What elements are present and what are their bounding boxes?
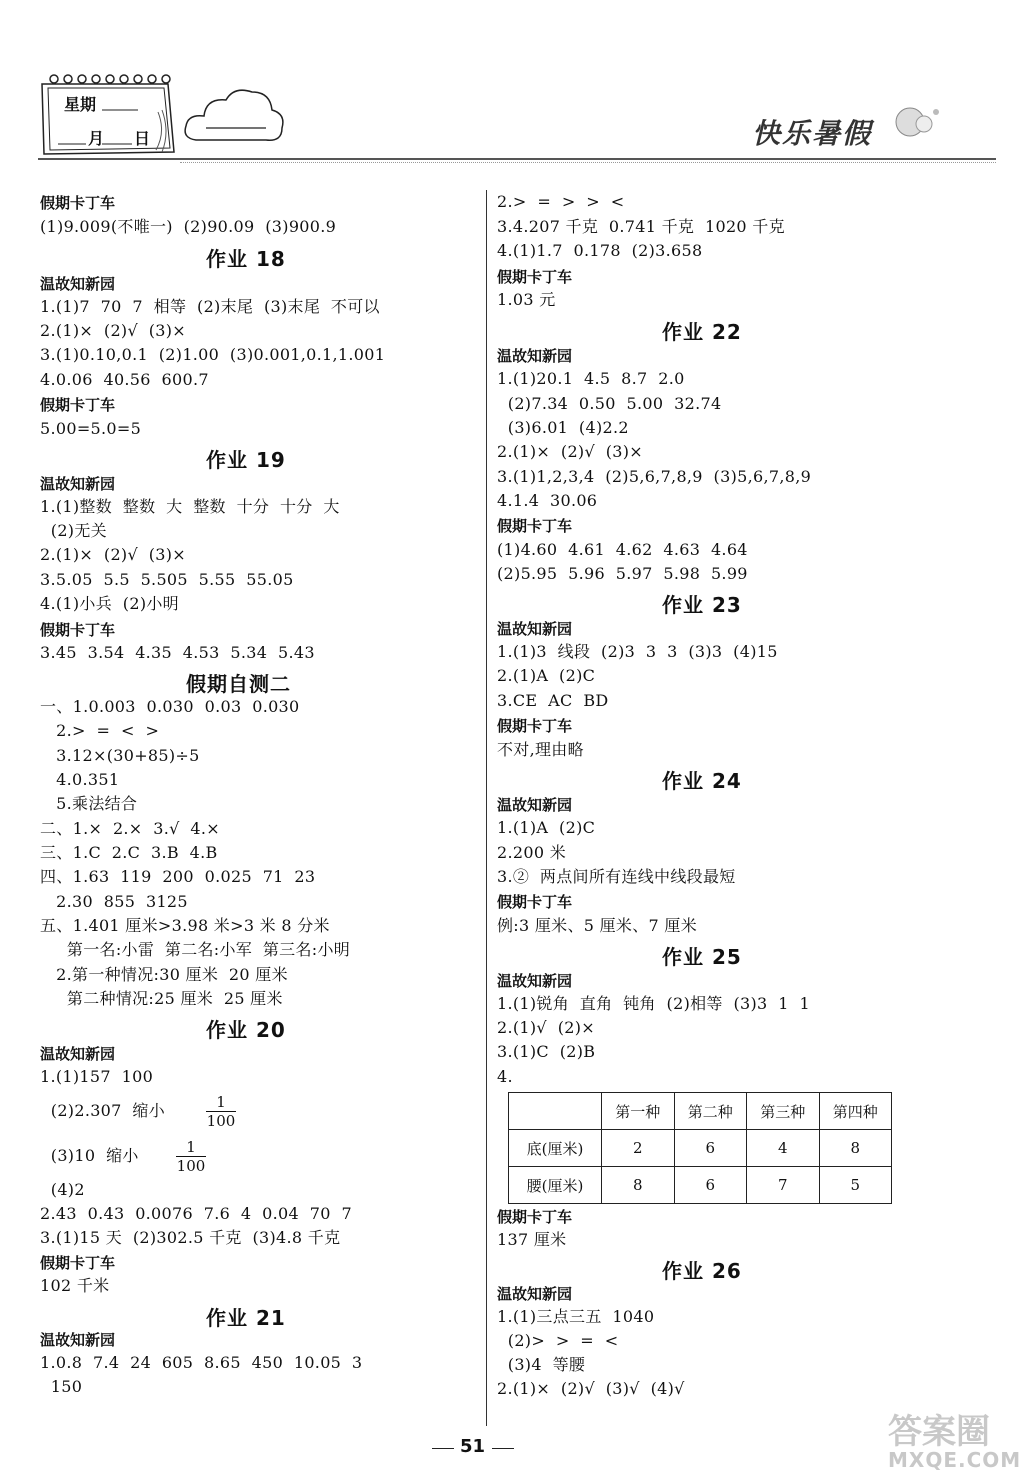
answer-line: 不对,理由略 xyxy=(497,740,584,759)
section-title: 温故知新园 xyxy=(497,1285,573,1303)
answer-line: (1)4.60 4.61 4.62 4.63 4.64 xyxy=(497,540,748,559)
answer-line: 2.200 米 xyxy=(497,843,566,862)
cloud-icon xyxy=(182,84,288,150)
answer-line: 第二种情况:25 厘米 25 厘米 xyxy=(40,989,283,1008)
answer-line: 3.12×(30+85)÷5 xyxy=(40,746,200,765)
homework-25-heading: 作业 25 xyxy=(662,945,742,969)
table-cell: 6 xyxy=(674,1167,747,1204)
section-title: 温故知新园 xyxy=(497,972,573,990)
calendar-icon xyxy=(38,72,178,160)
fraction-one-hundredth xyxy=(206,1093,236,1130)
fraction-one-hundredth xyxy=(176,1138,206,1175)
table-header-row xyxy=(509,1093,892,1130)
answer-line: 1.(1)157 100 xyxy=(40,1067,154,1086)
column-divider xyxy=(486,190,487,1426)
section-title: 温故知新园 xyxy=(40,1331,116,1349)
section-title: 温故知新园 xyxy=(40,1045,116,1063)
answer-table xyxy=(508,1092,892,1204)
answer-line: 3.45 3.54 4.35 4.53 5.34 5.43 xyxy=(40,643,315,662)
answer-line: 3.(1)C (2)B xyxy=(497,1042,596,1061)
answer-line: 4.1.4 30.06 xyxy=(497,491,598,510)
self-test-2-heading: 假期自测二 xyxy=(186,672,291,696)
answer-line: 3.CE AC BD xyxy=(497,691,609,710)
answer-line: 例:3 厘米、5 厘米、7 厘米 xyxy=(497,916,697,935)
page-number-dash-right xyxy=(492,1448,514,1449)
header-rule xyxy=(38,158,996,160)
table-cell: 4 xyxy=(747,1130,820,1167)
fraction-numerator: 1 xyxy=(216,1093,226,1111)
answer-line: (3)6.01 (4)2.2 xyxy=(497,418,629,437)
homework-20-heading: 作业 20 xyxy=(206,1018,286,1042)
answer-line: (3)4 等腰 xyxy=(497,1355,586,1374)
answer-line: 一、1.0.003 0.030 0.03 0.030 xyxy=(40,697,300,716)
table-corner-cell xyxy=(509,1093,602,1130)
answer-line: 150 xyxy=(40,1377,83,1396)
table-header-cell: 第三种 xyxy=(747,1093,820,1130)
week-label: 星期 xyxy=(64,95,97,114)
table-cell: 8 xyxy=(819,1130,892,1167)
answer-line: 4.(1)1.7 0.178 (2)3.658 xyxy=(497,241,703,260)
section-title: 假期卡丁车 xyxy=(40,194,116,212)
answer-line: 2.(1)× (2)√ (3)× xyxy=(40,321,187,340)
answer-line: 1.(1)三点三五 1040 xyxy=(497,1307,655,1326)
answer-line: (1)9.009(不唯一) (2)90.09 (3)900.9 xyxy=(40,217,337,236)
answer-line: 二、1.× 2.× 3.√ 4.× xyxy=(40,819,220,838)
section-title: 假期卡丁车 xyxy=(497,517,573,535)
table-row-label: 底(厘米) xyxy=(509,1130,602,1167)
answer-line: 3.② 两点间所有连线中线段最短 xyxy=(497,867,736,886)
homework-18-heading: 作业 18 xyxy=(206,247,286,271)
answer-line: 2.(1)× (2)√ (3)× xyxy=(497,442,644,461)
answer-line: 2.43 0.43 0.0076 7.6 4 0.04 70 7 xyxy=(40,1204,352,1223)
table-row xyxy=(509,1130,892,1167)
section-title: 温故知新园 xyxy=(40,275,116,293)
answer-line: 1.(1)A (2)C xyxy=(497,818,596,837)
answer-line: 2.(1)√ (2)× xyxy=(497,1018,595,1037)
fraction-denominator: 100 xyxy=(206,1112,236,1130)
month-label: 月 xyxy=(88,129,105,148)
header-rule-dots xyxy=(180,162,996,163)
homework-19-heading: 作业 19 xyxy=(206,448,286,472)
homework-23-heading: 作业 23 xyxy=(662,593,742,617)
calendar-widget xyxy=(38,72,176,158)
answer-line: (2)7.34 0.50 5.00 32.74 xyxy=(497,394,722,413)
section-title: 假期卡丁车 xyxy=(497,268,573,286)
section-title: 温故知新园 xyxy=(40,475,116,493)
answer-line: 1.(1)7 70 7 相等 (2)末尾 (3)末尾 不可以 xyxy=(40,297,380,316)
answer-line: 1.(1)锐角 直角 钝角 (2)相等 (3)3 1 1 xyxy=(497,994,811,1013)
answer-line: 2.(1)× (2)√ (3)× xyxy=(40,545,187,564)
answer-line: 2.(1)× (2)√ (3)√ (4)√ xyxy=(497,1379,685,1398)
fraction-numerator: 1 xyxy=(186,1138,196,1156)
day-label: 日 xyxy=(134,129,151,148)
answer-line: 2.(1)A (2)C xyxy=(497,666,596,685)
section-title: 假期卡丁车 xyxy=(40,621,116,639)
section-title: 温故知新园 xyxy=(497,796,573,814)
brand-title: 快乐暑假 xyxy=(752,117,873,150)
page-number: 51 xyxy=(460,1436,486,1457)
table-header-cell: 第二种 xyxy=(674,1093,747,1130)
answer-line: 5.00=5.0=5 xyxy=(40,419,142,438)
table-cell: 7 xyxy=(747,1167,820,1204)
answer-line: (3)10 缩小 xyxy=(40,1146,139,1165)
table-cell: 6 xyxy=(674,1130,747,1167)
table-cell: 2 xyxy=(602,1130,675,1167)
table-header-cell: 第一种 xyxy=(602,1093,675,1130)
answer-line: 2.第一种情况:30 厘米 20 厘米 xyxy=(40,965,288,984)
answer-line: 3.4.207 千克 0.741 千克 1020 千克 xyxy=(497,217,785,236)
answer-line: 四、1.63 119 200 0.025 71 23 xyxy=(40,867,316,886)
answer-line: 4. xyxy=(497,1067,513,1086)
homework-22-heading: 作业 22 xyxy=(662,320,742,344)
section-title: 假期卡丁车 xyxy=(40,396,116,414)
section-title: 假期卡丁车 xyxy=(497,1208,573,1226)
answer-line: 3.(1)1,2,3,4 (2)5,6,7,8,9 (3)5,6,7,8,9 xyxy=(497,467,812,486)
section-title: 假期卡丁车 xyxy=(497,893,573,911)
section-title: 温故知新园 xyxy=(497,347,573,365)
answer-line: 4.0.351 xyxy=(40,770,120,789)
section-title: 假期卡丁车 xyxy=(40,1254,116,1272)
answer-line: 五、1.401 厘米>3.98 米>3 米 8 分米 xyxy=(40,916,330,935)
watermark-url: MXQE.COM xyxy=(888,1448,1021,1472)
answer-line: (2)无关 xyxy=(40,521,107,540)
answer-line: 2.> = < > xyxy=(40,721,160,740)
answer-line: 5.乘法结合 xyxy=(40,794,138,813)
section-title: 温故知新园 xyxy=(497,620,573,638)
answer-line: 第一名:小雷 第二名:小军 第三名:小明 xyxy=(40,940,351,959)
answer-line: (4)2 xyxy=(40,1180,85,1199)
answer-line: 1.(1)20.1 4.5 8.7 2.0 xyxy=(497,369,685,388)
answer-line: 3.5.05 5.5 5.505 5.55 55.05 xyxy=(40,570,294,589)
fraction-denominator: 100 xyxy=(176,1157,206,1175)
page-number-dash-left xyxy=(432,1448,454,1449)
answer-line: 4.(1)小兵 (2)小明 xyxy=(40,594,179,613)
homework-24-heading: 作业 24 xyxy=(662,769,742,793)
answer-line: 1.(1)3 线段 (2)3 3 3 (3)3 (4)15 xyxy=(497,642,778,661)
answer-line: (2)> > = < xyxy=(497,1331,619,1350)
table-row xyxy=(509,1167,892,1204)
table-cell: 8 xyxy=(602,1167,675,1204)
answer-line: (2)2.307 缩小 xyxy=(40,1101,166,1120)
answer-line: 3.(1)0.10,0.1 (2)1.00 (3)0.001,0.1,1.001 xyxy=(40,345,386,364)
answer-line: 102 千米 xyxy=(40,1276,110,1295)
answer-line: 三、1.C 2.C 3.B 4.B xyxy=(40,843,218,862)
watermark-logo: 答案圈 xyxy=(888,1412,990,1452)
answer-line: (2)5.95 5.96 5.97 5.98 5.99 xyxy=(497,564,748,583)
answer-line: 1.03 元 xyxy=(497,290,556,309)
table-cell: 5 xyxy=(819,1167,892,1204)
answer-line: 2.> = > > < xyxy=(497,192,625,211)
answer-line: 137 厘米 xyxy=(497,1230,567,1249)
homework-26-heading: 作业 26 xyxy=(662,1259,742,1283)
answer-line: 3.(1)15 天 (2)302.5 千克 (3)4.8 千克 xyxy=(40,1228,341,1247)
answer-line: 1.0.8 7.4 24 605 8.65 450 10.05 3 xyxy=(40,1353,363,1372)
table-row-label: 腰(厘米) xyxy=(509,1167,602,1204)
homework-21-heading: 作业 21 xyxy=(206,1306,286,1330)
answer-line: 1.(1)整数 整数 大 整数 十分 十分 大 xyxy=(40,497,340,516)
answer-line: 4.0.06 40.56 600.7 xyxy=(40,370,209,389)
answer-line: 2.30 855 3125 xyxy=(40,892,188,911)
section-title: 假期卡丁车 xyxy=(497,717,573,735)
table-header-cell: 第四种 xyxy=(819,1093,892,1130)
